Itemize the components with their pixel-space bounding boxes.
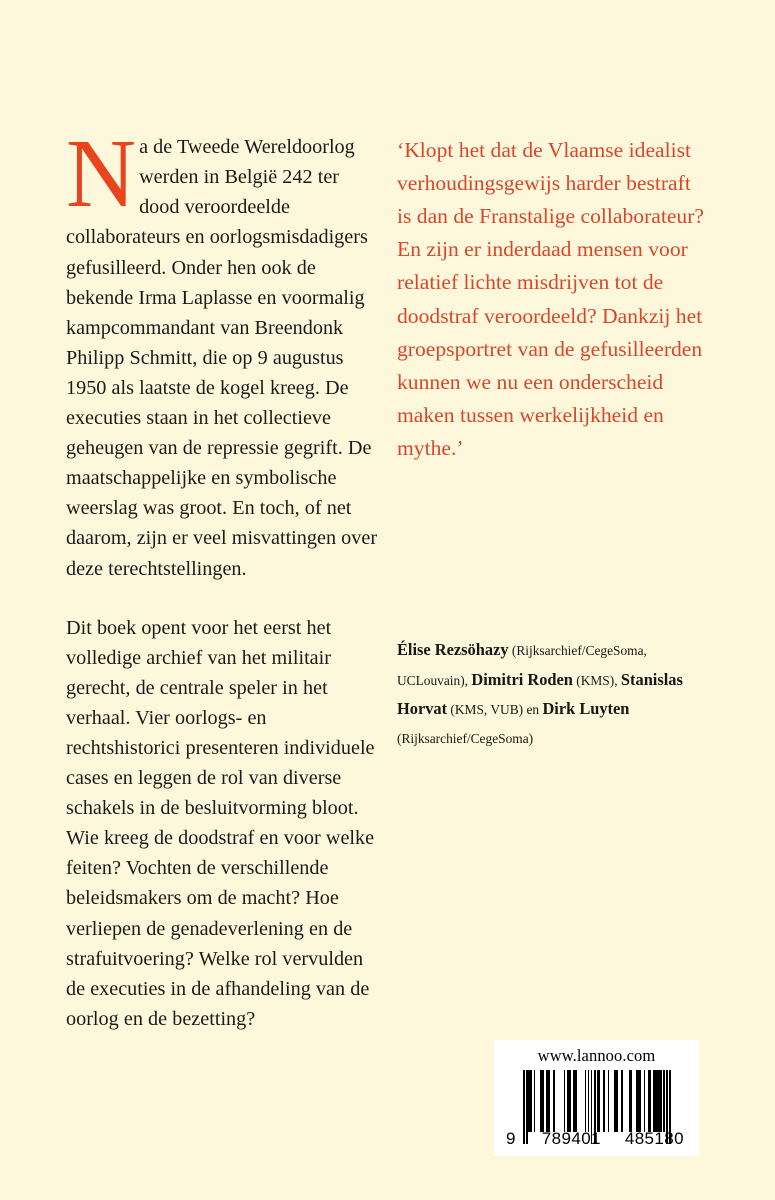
drop-cap-letter: N <box>66 120 137 228</box>
barcode-digits <box>506 1129 688 1149</box>
blurb-paragraph-1 <box>66 120 381 583</box>
pull-quote-column <box>397 112 709 487</box>
author-credits <box>397 636 712 753</box>
publisher-website: www.lannoo.com <box>537 1046 656 1065</box>
author-name-3: Stanislas Horvat <box>397 669 683 719</box>
author-affiliation-3: (KMS, VUB) en <box>447 702 543 718</box>
author-name-1: Élise Rezsöhazy <box>397 640 509 659</box>
barcode-digit-first: 9 <box>506 1129 516 1148</box>
barcode-block <box>494 1040 699 1156</box>
blurb-paragraph-2: Dit boek opent voor het eerst het volledige archief van het militair gerecht, de centrale speler in het verhaal. Vier oorlogs- en rechtshistorici presenteren individuele cases en leggen de rol van diverse schakels in de besluitvorming bloot. Wie kreeg de doodstraf en voor welke feiten? Vochten de verschillende beleidsmakers om de macht? Hoe verliepen de genadeverlening en de strafuitvoering? Welke rol vervulden de executies in de afhandeling van de oorlog en de bezetting? <box>66 616 375 1030</box>
pull-quote-text: ‘Klopt het dat de Vlaamse idealist verhoudingsgewijs harder bestraft is dan de Franstalige collaborateur? En zijn er inderdaad mensen voor relatief lichte misdrijven tot de doodstraf veroordeeld? Dankzij het groepsportret van de gefusilleerden kunnen we nu een onderscheid maken tussen werkelijkheid en mythe.’ <box>397 137 704 461</box>
author-affiliation-1: (Rijksarchief/CegeSoma, UCLouvain), <box>397 643 647 688</box>
author-affiliation-2: (KMS), <box>572 672 621 688</box>
author-affiliation-4: (Rijksarchief/CegeSoma) <box>397 730 534 746</box>
author-name-4: Dirk Luyten <box>542 699 630 719</box>
author-name-2: Dimitri Roden <box>471 669 573 689</box>
blurb-paragraph-1-text: a de Tweede Wereldoorlog werden in België 242 ter dood veroordeelde collaborateurs en oorlogsmisdadigers gefusilleerd. Onder hen ook de bekende Irma Laplasse en voormalig kampcommandant van Breendonk Philipp Schmitt, die op 9 augustus 1950 als laatste de kogel kreeg. De executies staan in het collectieve geheugen van de repressie gegrift. De maatschappelijke en symbolische weerslag was groot. En toch, of net daarom, zijn er veel misvattingen over deze terechtstellingen. <box>66 136 378 580</box>
barcode-digits-left: 789401 <box>541 1129 601 1148</box>
barcode-bars <box>523 1070 671 1132</box>
barcode-digits-right: 485180 <box>624 1129 684 1148</box>
blurb-column <box>66 112 381 1054</box>
